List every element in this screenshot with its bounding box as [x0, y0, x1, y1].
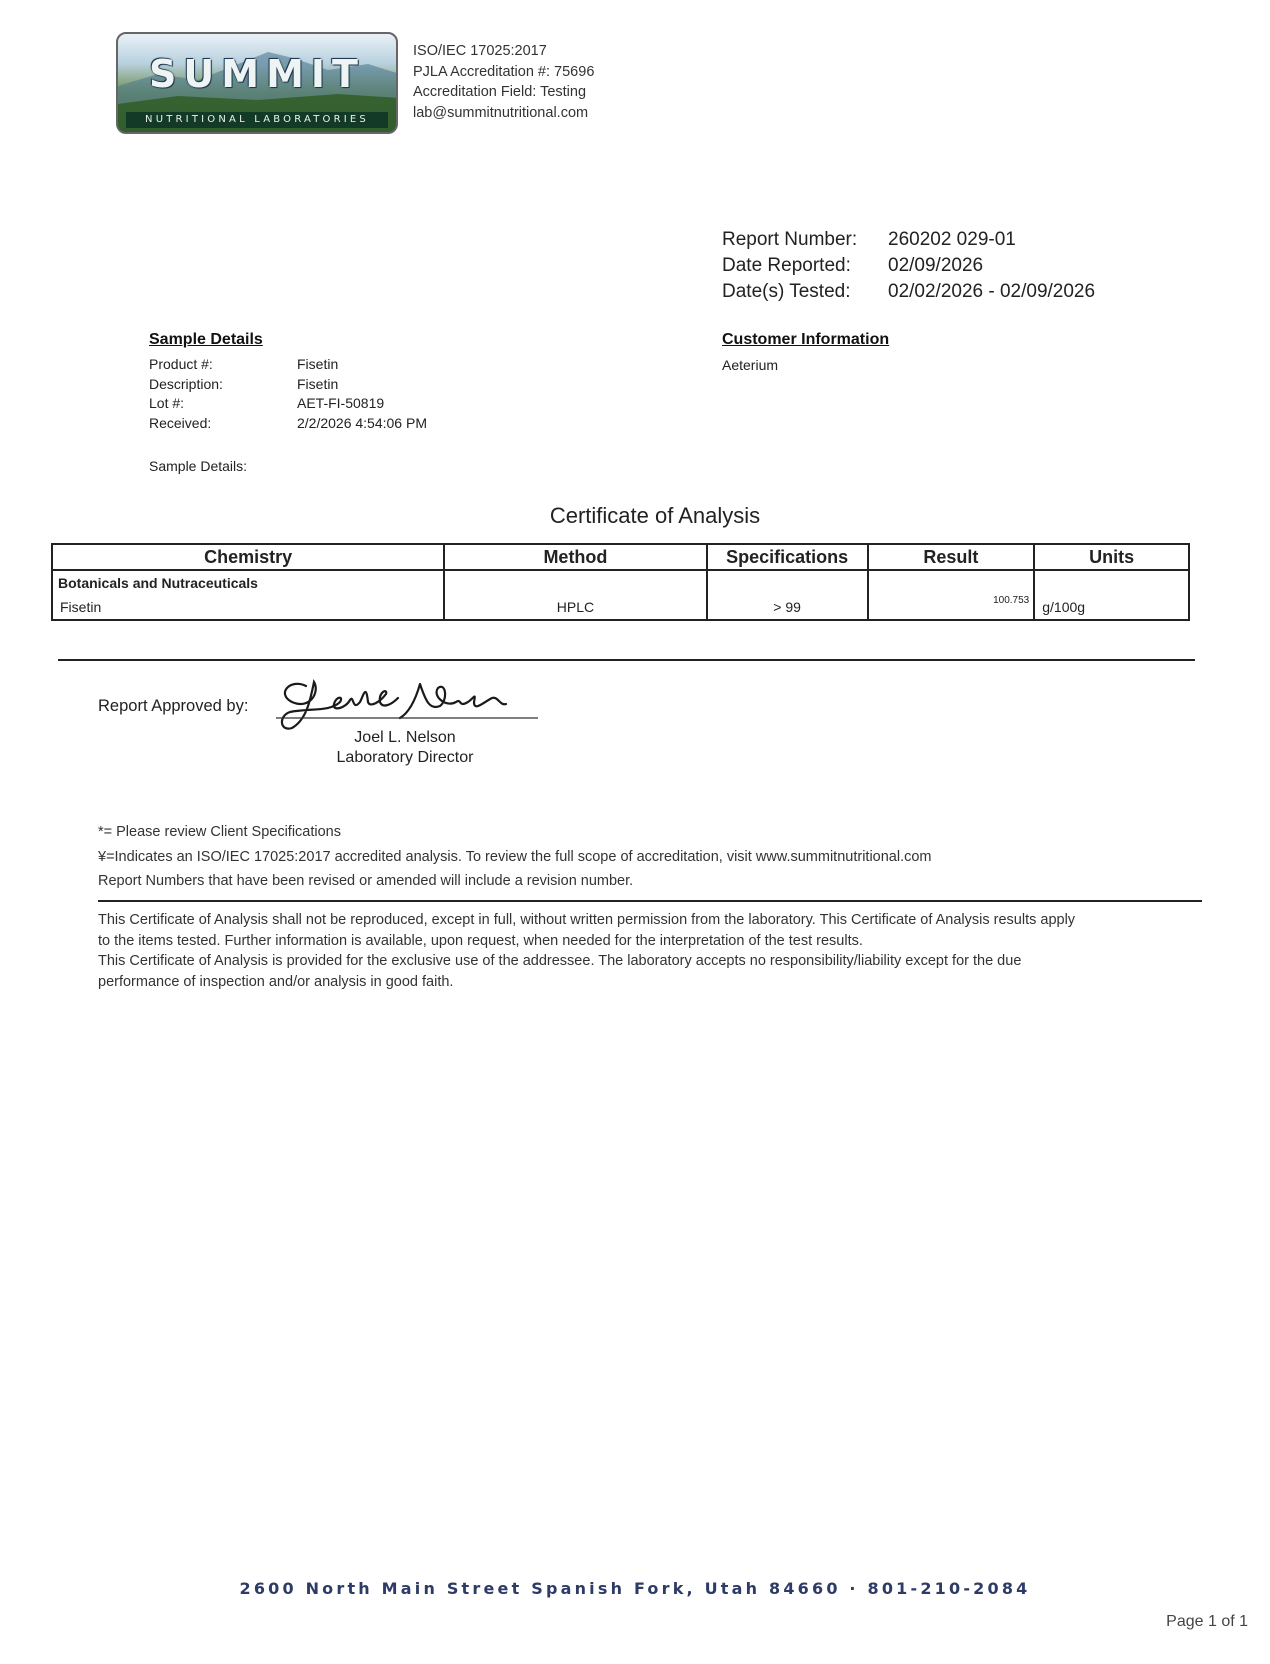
- date-reported: 02/09/2026: [888, 255, 984, 276]
- header-result: Result: [868, 544, 1035, 570]
- customer-info-title: Customer Information: [722, 331, 890, 348]
- note-client-spec: *= Please review Client Specifications: [98, 824, 341, 840]
- lot-label: Lot #:: [149, 395, 185, 411]
- sample-details-label: Sample Details:: [149, 458, 248, 474]
- result-cell: 100.753: [868, 595, 1035, 620]
- description-label: Description:: [149, 375, 223, 392]
- sample-labels: [149, 355, 223, 433]
- product-value: Fisetin: [297, 356, 339, 372]
- approver-name: Joel L. Nelson: [354, 729, 456, 746]
- disclaimer-line: performance of inspection and/or analysis in good faith.: [98, 973, 454, 990]
- approver-title: Laboratory Director: [336, 748, 474, 766]
- table-category-row: [52, 570, 1189, 595]
- notes: [98, 822, 932, 892]
- report-number: 260202 029-01: [888, 229, 1016, 250]
- certificate-title: Certificate of Analysis: [549, 503, 761, 528]
- table-header-row: [52, 544, 1189, 570]
- sample-details-title: Sample Details: [149, 331, 263, 348]
- method-cell: HPLC: [444, 595, 706, 620]
- table-row: [52, 595, 1189, 620]
- disclaimer-line: This Certificate of Analysis is provided for the exclusive use of the addressee. The laboratory accepts no responsibility/liability except for the due: [98, 953, 1022, 969]
- results-table: [51, 543, 1190, 621]
- sample-values: [297, 355, 427, 433]
- divider: [58, 659, 1195, 661]
- report-number-label: Report Number:: [722, 229, 858, 250]
- summit-logo: [116, 32, 398, 134]
- lab-email: lab@summitnutritional.com: [413, 104, 589, 121]
- analyte-cell: Fisetin: [52, 595, 444, 620]
- logo-subtitle: NUTRITIONAL LABORATORIES: [126, 112, 388, 128]
- dates-tested: 02/02/2026 - 02/09/2026: [888, 281, 1096, 302]
- received-value: 2/2/2026 4:54:06 PM: [297, 414, 427, 431]
- approved-by-label: Report Approved by:: [98, 697, 249, 715]
- divider: [98, 900, 1202, 902]
- customer-name: Aeterium: [722, 357, 779, 373]
- disclaimer-line: to the items tested. Further information is available, upon request, when needed for the interpretation of the test results.: [98, 932, 863, 949]
- category-label: Botanicals and Nutraceuticals: [52, 570, 444, 595]
- date-reported-label: Date Reported:: [722, 255, 851, 276]
- signature-graphic: [270, 672, 542, 734]
- product-label: Product #:: [149, 356, 213, 372]
- footer-address: 2600 North Main Street Spanish Fork, Utah 84660 · 801-210-2084: [239, 1579, 1031, 1598]
- header-specifications: Specifications: [707, 544, 868, 570]
- lab-field: Accreditation Field: Testing: [413, 84, 587, 100]
- disclaimer: [98, 910, 1075, 992]
- lab-info: [413, 41, 594, 123]
- lab-iso: ISO/IEC 17025:2017: [413, 43, 547, 59]
- dates-tested-label: Date(s) Tested:: [722, 281, 851, 302]
- lot-value: AET-FI-50819: [297, 395, 385, 411]
- disclaimer-line: This Certificate of Analysis shall not be reproduced, except in full, without written permission from the laboratory. This Certificate of Analysis results apply: [98, 912, 1076, 928]
- header-method: Method: [444, 544, 706, 570]
- received-label: Received:: [149, 414, 212, 431]
- approver-block: [316, 728, 494, 767]
- lab-pjla: PJLA Accreditation #: 75696: [413, 63, 595, 80]
- note-revision: Report Numbers that have been revised or amended will include a revision number.: [98, 873, 634, 889]
- header-units: Units: [1034, 544, 1189, 570]
- spec-cell: > 99: [707, 595, 868, 620]
- page-number: Page 1 of 1: [1166, 1613, 1248, 1630]
- note-accredited: ¥=Indicates an ISO/IEC 17025:2017 accredited analysis. To review the full scope of accreditation, visit www.summitnutritional.com: [98, 848, 932, 865]
- logo-wordmark: SUMMIT: [149, 52, 365, 96]
- report-labels: [722, 227, 857, 305]
- report-values: [888, 227, 1095, 305]
- header-chemistry: Chemistry: [52, 544, 444, 570]
- units-cell: g/100g: [1034, 595, 1189, 620]
- description-value: Fisetin: [297, 375, 339, 392]
